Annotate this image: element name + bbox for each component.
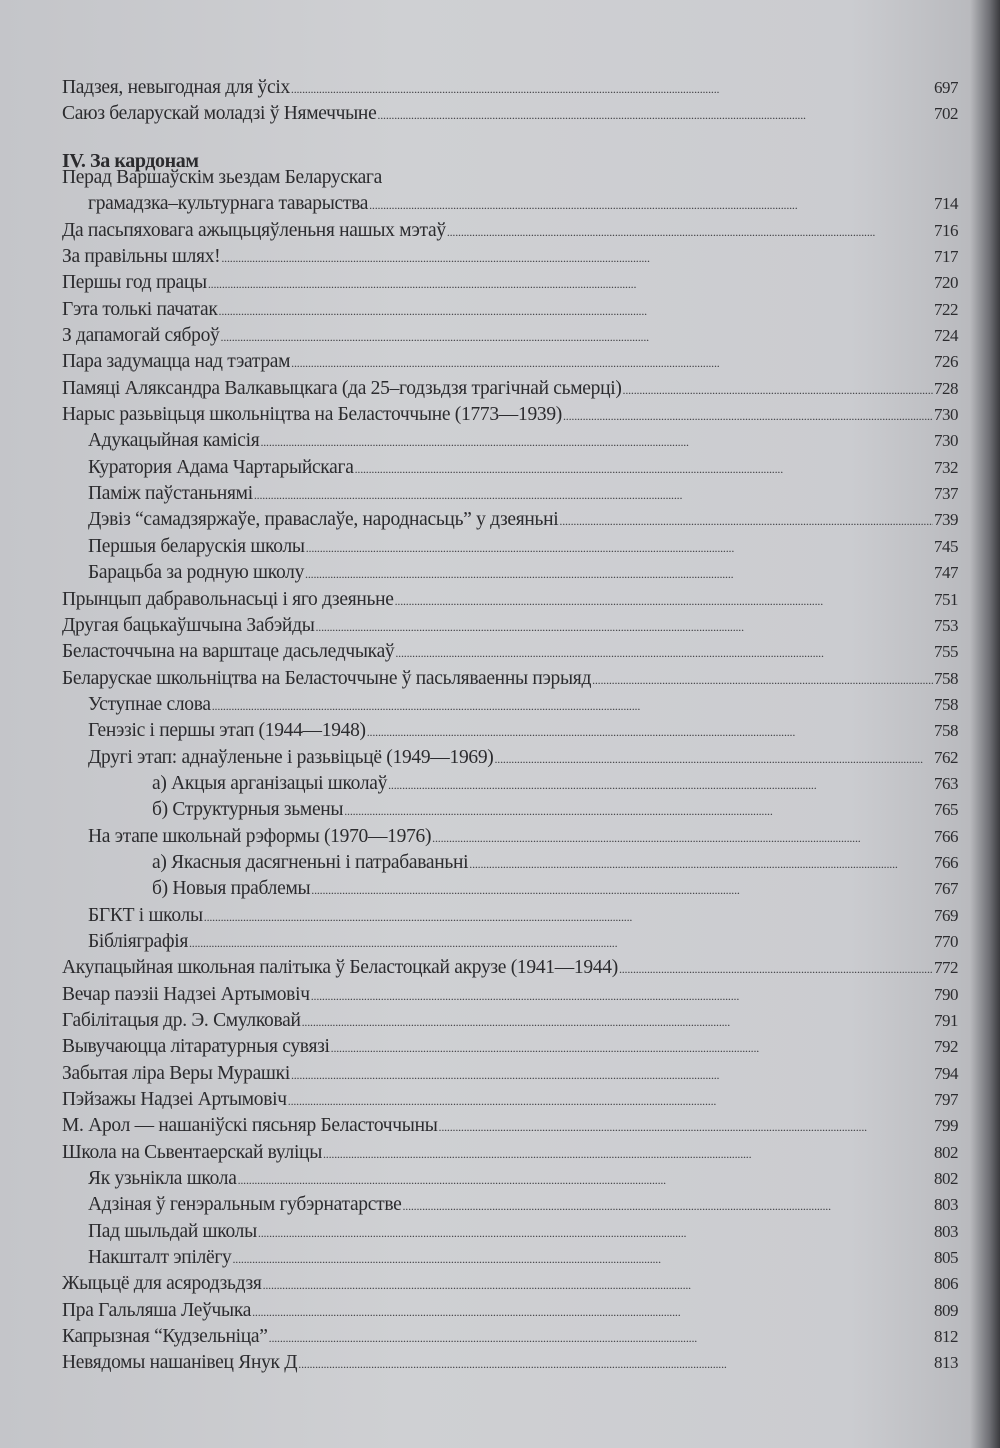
toc-entry-page: 716 [934, 220, 958, 240]
toc-entry-title: Другая бацькаўшчына Забэйды [62, 614, 315, 636]
toc-entry-page: 758 [934, 668, 958, 688]
dot-leader [469, 857, 933, 872]
toc-entry-title: На этапе школьнай рэформы (1970—1976) [88, 825, 432, 847]
dot-leader [263, 1278, 933, 1293]
toc-entry-title: З дапамогай сяброў [62, 325, 220, 347]
toc-entry-title: Забытая ліра Веры Мурашкі [62, 1062, 290, 1084]
toc-entry [62, 984, 958, 1010]
dot-leader [252, 1305, 933, 1320]
toc-entry-title: Бібліяграфія [88, 930, 188, 952]
dot-leader [623, 383, 933, 398]
toc-entry [62, 103, 958, 129]
toc-entry [62, 1194, 958, 1220]
toc-entry [62, 246, 958, 272]
dot-leader [439, 1120, 933, 1135]
toc-entry-title: Гэта толькі пачатак [62, 298, 218, 320]
toc-entry [62, 1010, 958, 1036]
toc-entry-page: 770 [934, 931, 958, 951]
toc-entry-page: 802 [934, 1169, 958, 1189]
toc-entries [62, 167, 958, 1379]
dot-leader [355, 462, 933, 477]
toc-entry-title: Беласточчына на варштаце дасьледчыкаў [62, 641, 395, 663]
toc-entry [62, 668, 958, 694]
dot-leader [402, 1199, 933, 1214]
toc-entry-title: б) Структурныя зьмены [152, 799, 344, 821]
toc-entry [62, 1326, 958, 1352]
toc-entry-page: 803 [934, 1221, 958, 1241]
toc-entry [62, 378, 958, 404]
toc-entry [62, 1142, 958, 1168]
toc-entry-title: Акупацыйная школьная палітыка ў Беластоцкай акрузе (1941—1944) [62, 957, 618, 979]
dot-leader [306, 541, 933, 556]
toc-entry-title: Другі этап: аднаўленьне і разьвіцьцё (1949—1969) [88, 746, 494, 768]
toc-entry-page: 799 [934, 1116, 958, 1136]
toc-entry [62, 1036, 958, 1062]
toc-entry-page: 758 [934, 721, 958, 741]
toc-entry-title: Саюз беларускай моладзі ў Нямеччыне [62, 103, 377, 124]
dot-leader [367, 725, 933, 740]
toc-entry-page: 766 [934, 852, 958, 872]
toc-entry-title: Школа на Сьвентаерскай вуліцы [62, 1141, 322, 1163]
dot-leader [238, 1173, 933, 1188]
toc-entry-title: Габілітацыя др. Э. Смулковай [62, 1010, 301, 1031]
toc-entry [62, 536, 958, 562]
dot-leader [619, 962, 933, 977]
toc-entry-title: Накшталт эпілёгу [88, 1247, 232, 1269]
dot-leader [305, 567, 933, 582]
dot-leader [269, 1331, 933, 1346]
toc-entry [62, 641, 958, 667]
toc-entry [62, 562, 958, 588]
toc-entry [62, 1063, 958, 1089]
toc-entry-page: 802 [934, 1142, 958, 1162]
dot-leader [563, 409, 933, 424]
toc-entry-title: Пэйзажы Надзеі Артымовіч [62, 1089, 287, 1111]
toc-entry-page: 751 [934, 589, 958, 609]
toc-entry [62, 694, 958, 720]
toc-entry-page: 747 [934, 563, 958, 583]
dot-leader [331, 1041, 933, 1056]
dot-leader [291, 356, 933, 371]
dot-leader [288, 1094, 933, 1109]
toc-entry-title: Беларускае школьніцтва на Беласточчыне ў пасьляваенны пэрыяд [62, 667, 592, 689]
toc-entry [62, 799, 958, 825]
dot-leader [302, 1015, 933, 1030]
toc-entry-page: 797 [934, 1090, 958, 1110]
toc-entry [62, 1168, 958, 1194]
section-heading: IV. За кардонам [62, 150, 199, 172]
dot-leader [495, 752, 934, 767]
toc-entry [62, 325, 958, 351]
toc-entry [62, 1089, 958, 1115]
toc-entry-page: 745 [934, 536, 958, 556]
dot-leader [395, 646, 933, 661]
toc-entry-title: Вывучаюцца літаратурныя сувязі [62, 1036, 330, 1058]
toc-entry [62, 878, 958, 904]
toc-entry-page: 728 [934, 378, 958, 398]
toc-entry [62, 905, 958, 931]
toc-entry-title: За правільны шлях! [62, 246, 221, 268]
toc-entry-page: 732 [934, 457, 958, 477]
toc-entry-page: 794 [934, 1063, 958, 1083]
toc-entry-page: 739 [934, 510, 958, 530]
toc-entry-page: 772 [934, 958, 958, 978]
toc-entry-title: Адзіная ў генэральным губэрнатарстве [88, 1194, 402, 1216]
toc-entry-page: 765 [934, 800, 958, 820]
dot-leader [447, 225, 933, 240]
dot-leader [298, 1357, 933, 1372]
toc-entry-page: 755 [934, 642, 958, 662]
dot-leader [291, 1068, 933, 1083]
toc-entry-title: Пад шыльдай школы [88, 1220, 257, 1242]
toc-entry [62, 1300, 958, 1326]
toc-entry-page: 730 [934, 431, 958, 451]
toc-entry-page: 809 [934, 1300, 958, 1320]
dot-leader [311, 883, 933, 898]
toc-entry-page: 805 [934, 1248, 958, 1268]
toc-entry-title: Адукацыйная камісія [88, 430, 260, 452]
dot-leader [258, 1226, 933, 1241]
toc-entry-title: Невядомы нашанівец Янук Д [62, 1352, 298, 1374]
toc-entry [62, 404, 958, 430]
toc-entry-page: 714 [934, 194, 958, 214]
toc-entry [62, 193, 958, 219]
toc-entry-title: Першыя беларускія школы [88, 535, 305, 557]
toc-entry-title: Паміж паўстаньнямі [88, 483, 253, 505]
toc-entry [62, 351, 958, 377]
toc-entry-title: Уступнае слова [88, 693, 211, 715]
toc-entry-page: 758 [934, 694, 958, 714]
toc-entry [62, 272, 958, 298]
toc-top-entries [62, 77, 958, 129]
toc-entry-page: 769 [934, 905, 958, 925]
toc-entry [62, 931, 958, 957]
dot-leader [221, 330, 933, 345]
toc-entry [62, 957, 958, 983]
toc-entry [62, 483, 958, 509]
toc-entry [62, 826, 958, 852]
toc-entry-title: Дэвіз “самадзяржаўе, праваслаўе, народнасьць” у дзеяньні [88, 509, 559, 531]
toc-entry-page: 792 [934, 1037, 958, 1057]
dot-leader [432, 831, 933, 846]
toc-entry [62, 720, 958, 746]
dot-leader [395, 594, 933, 609]
toc-entry [62, 299, 958, 325]
toc-entry-page: 806 [934, 1274, 958, 1294]
toc-entry-title: Куратория Адама Чартарыйскага [88, 456, 354, 478]
toc-entry [62, 430, 958, 456]
toc-entry-title: Капрызная “Кудзельніца” [62, 1326, 268, 1348]
toc-entry-page: 790 [934, 984, 958, 1004]
toc-entry-page: 791 [934, 1011, 958, 1030]
toc-entry-page: 697 [934, 78, 958, 97]
dot-leader [559, 514, 933, 529]
toc-entry-title: Генэзіс і першы этап (1944—1948) [88, 720, 366, 742]
toc-entry [62, 747, 958, 773]
toc-entry-title: б) Новыя праблемы [152, 878, 311, 900]
toc-entry-page: 726 [934, 352, 958, 372]
toc-entry-title: БГКТ і школы [88, 904, 203, 926]
toc-entry-title: Вечар паэзіі Надзеі Артымовіч [62, 983, 310, 1005]
dot-leader [219, 304, 933, 319]
dot-leader [212, 699, 933, 714]
dot-leader [208, 277, 933, 292]
dot-leader [592, 673, 933, 688]
dot-leader [311, 989, 933, 1004]
toc-entry-page: 702 [934, 104, 958, 123]
toc-entry-title: М. Арол — нашаніўскі пясьняр Беласточчыны [62, 1115, 438, 1137]
toc-entry [62, 615, 958, 641]
toc-entry-page: 763 [934, 773, 958, 793]
toc-entry [62, 1221, 958, 1247]
toc-entry-page: 720 [934, 273, 958, 293]
dot-leader [189, 936, 933, 951]
toc-entry [62, 852, 958, 878]
toc-entry-title: Да пасьпяховага ажыцьцяўленьня нашых мэтаў [62, 219, 446, 241]
toc-entry [62, 1115, 958, 1141]
toc-entry-title: Пара задумацца над тэатрам [62, 351, 291, 373]
dot-leader [323, 1147, 933, 1162]
toc-entry-page: 753 [934, 615, 958, 635]
toc-entry-title: грамадзка–культурнага таварыства [88, 193, 369, 215]
dot-leader [221, 251, 933, 266]
toc-entry [62, 1352, 958, 1378]
toc-entry-page: 812 [934, 1327, 958, 1347]
dot-leader [291, 82, 933, 97]
toc-entry [62, 589, 958, 615]
dot-leader [369, 198, 933, 213]
toc-entry-title: а) Якасныя дасягненьні і патрабаваньні [152, 851, 469, 873]
toc-entry [62, 457, 958, 483]
toc-entry-page: 767 [934, 879, 958, 899]
toc-entry-page: 724 [934, 326, 958, 346]
toc-entry-page: 803 [934, 1195, 958, 1215]
toc-entry [62, 77, 958, 103]
toc-entry [62, 509, 958, 535]
toc-entry-page: 762 [934, 747, 958, 767]
dot-leader [254, 488, 933, 503]
toc-entry-title: Як узьнікла школа [88, 1168, 237, 1190]
toc-entry-title: Падзея, невыгодная для ўсіх [62, 77, 290, 98]
toc-entry-title: Нарыс разьвіцьця школьніцтва на Беласточчыне (1773—1939) [62, 404, 562, 426]
toc-entry-page: 730 [934, 405, 958, 425]
toc-entry-page: 722 [934, 299, 958, 319]
toc-entry-title: Перад Варшаўскім зьездам Беларускага [62, 167, 382, 188]
dot-leader [388, 778, 933, 793]
toc-entry [62, 220, 958, 246]
toc-entry [62, 1247, 958, 1273]
dot-leader [204, 910, 933, 925]
dot-leader [316, 620, 934, 635]
toc-entry-page: 813 [934, 1353, 958, 1373]
dot-leader [344, 804, 933, 819]
dot-leader [260, 435, 933, 450]
toc-entry [62, 167, 958, 193]
toc-entry-page: 766 [934, 826, 958, 846]
dot-leader [377, 108, 933, 123]
toc-entry-title: а) Акцыя арганізацыі школаў [152, 772, 388, 794]
toc-entry [62, 1273, 958, 1299]
toc-entry-title: Пра Гальляша Леўчыка [62, 1299, 252, 1321]
toc-entry-title: Першы год працы [62, 272, 207, 294]
toc-entry-title: Прынцып дабравольнасьці і яго дзеяньне [62, 588, 394, 610]
toc-entry [62, 773, 958, 799]
dot-leader [233, 1252, 934, 1267]
toc-entry-title: Памяці Аляксандра Валкавыцкага (да 25–годзьдзя трагічнай сьмерці) [62, 377, 622, 399]
toc-entry-title: Барацьба за родную школу [88, 562, 305, 584]
toc-entry-title: Жыцьцё для асяродзьдзя [62, 1273, 262, 1295]
toc-entry-page: 737 [934, 484, 958, 504]
toc-entry-page: 717 [934, 247, 958, 267]
